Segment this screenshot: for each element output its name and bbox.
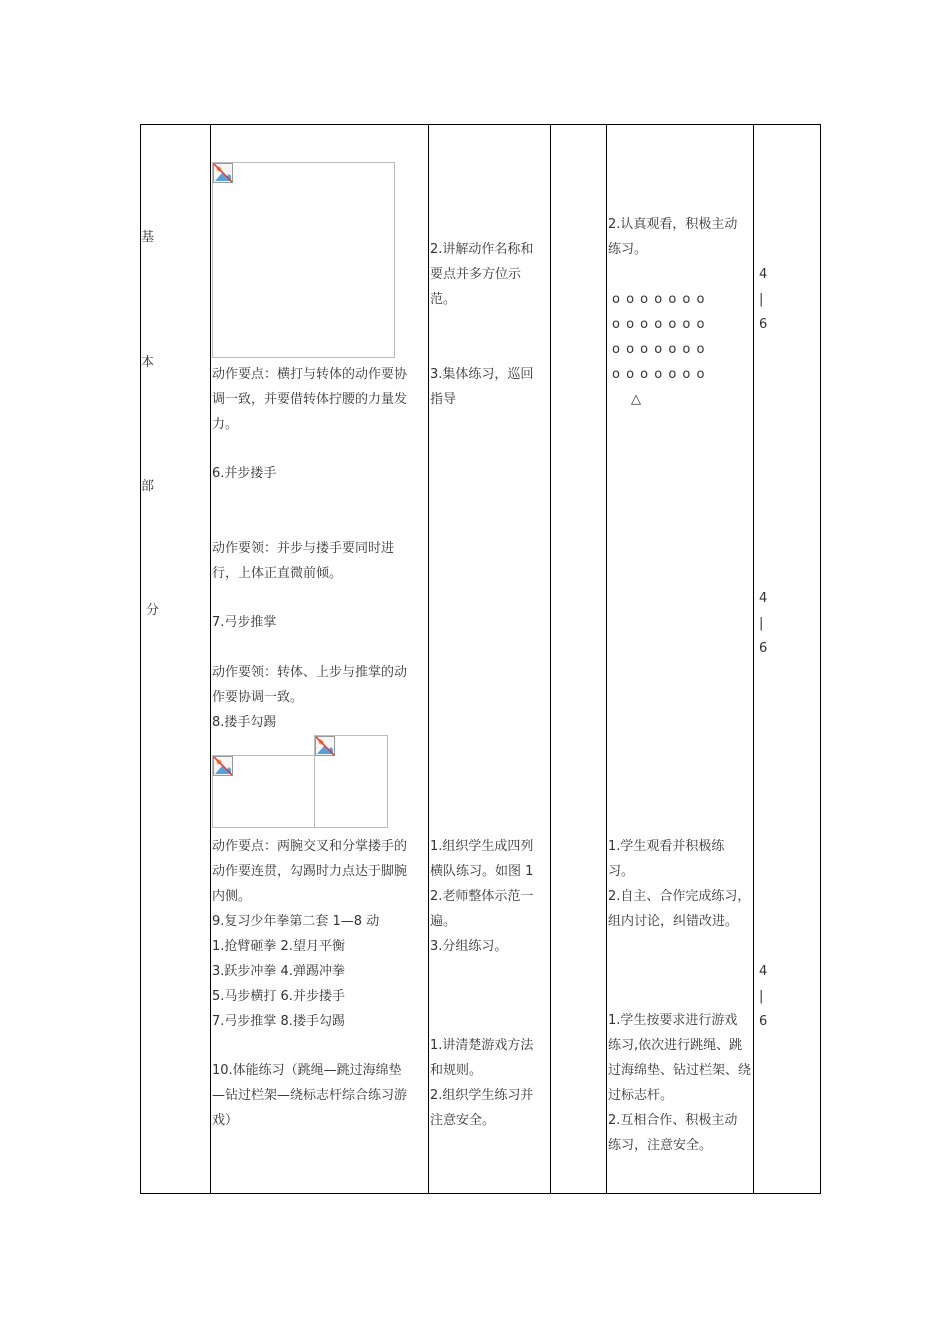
broken-image-icon [315,736,335,756]
action-key-points-paragraph: 动作要点：横打与转体的动作要协 调一致，并要借转体拧腰的力量发 力。 [212,367,408,432]
teacher-activity-paragraph: 1.讲清楚游戏方法 和规则。 2.组织学生练习并 注意安全。 [430,1038,534,1128]
section-label-char: 本 [141,355,155,370]
teacher-activity-paragraph: 1.组织学生成四列 横队练习。如图 1 2.老师整体示范一 遍。 3.分组练习。 [430,839,534,954]
broken-image-icon [213,756,233,776]
fitness-practice-paragraph: 10.体能练习（跳绳—跳过海绵垫 —钻过栏架—绕标志杆综合练习游 戏） [212,1063,408,1128]
column-divider [753,124,754,1194]
broken-image-icon [213,163,233,183]
column-divider [606,124,607,1194]
formation-diagram: o o o o o o o o o o o o o o o o o o o o o o o o o o o o [612,292,706,382]
time-range: 4 | 6 [759,267,768,332]
column-divider [550,124,551,1194]
action-illustration-image [212,755,315,828]
section-label-char: 基 [141,230,155,245]
student-activity-paragraph: 1.学生按要求进行游戏 练习,依次进行跳绳、跳 过海绵垫、钻过栏架、绕 过标志杆。 2.互相合作、积极主动 练习，注意安全。 [608,1013,752,1153]
action-key-points-paragraph: 动作要点：两腕交叉和分掌搂手的 动作要连贯，勾踢时力点达于脚腕 内侧。 9.复习少年拳第二套 1—8 动 1.抢臂砸拳 2.望月平衡 3.跃步冲拳 4.弹踢冲拳 5.马步横打 6.并步搂手 7.弓步推掌 8.搂手勾踢 [212,839,408,1029]
item-heading: 7.弓步推掌 [212,615,277,630]
item-heading: 6.并步搂手 [212,466,277,481]
student-activity-paragraph: 1.学生观看并积极练 习。 2.自主、合作完成练习， 组内讨论，纠错改进。 [608,839,751,929]
time-range: 4 | 6 [759,591,768,656]
action-illustration-image [212,162,395,358]
column-divider [428,124,429,1194]
action-illustration-image [314,735,388,828]
teacher-position-icon: △ [631,392,641,407]
action-key-points-paragraph: 动作要领：转体、上步与推掌的动 作要协调一致。 8.搂手勾踢 [212,665,408,730]
student-activity-paragraph: 2.认真观看，积极主动 练习。 [608,217,738,257]
action-key-points-paragraph: 动作要领：并步与搂手要同时进 行，上体正直微前倾。 [212,541,395,581]
section-label-char: 分 [146,603,160,618]
section-label-char: 部 [141,479,155,494]
time-range: 4 | 6 [759,964,768,1029]
teacher-activity-paragraph: 3.集体练习，巡回 指导 [430,367,534,407]
teacher-activity-paragraph: 2.讲解动作名称和 要点并多方位示 范。 [430,242,534,307]
column-divider [210,124,211,1194]
